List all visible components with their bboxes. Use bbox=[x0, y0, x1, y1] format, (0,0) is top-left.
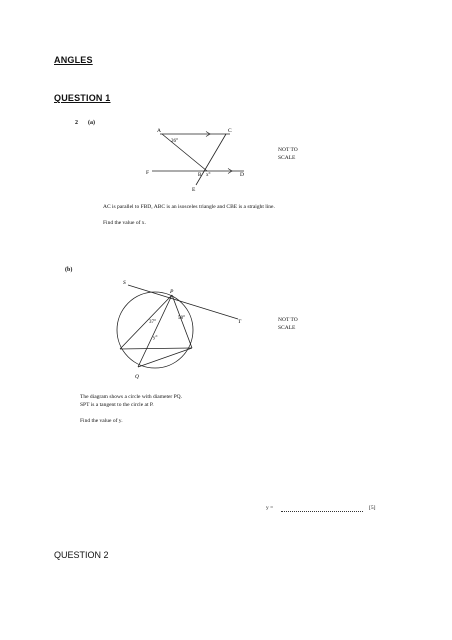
angle-58: 58° bbox=[178, 316, 185, 321]
label-t: T bbox=[238, 319, 242, 325]
question-2-heading: QUESTION 2 bbox=[54, 550, 109, 560]
circle bbox=[117, 292, 193, 368]
tangent-spt bbox=[128, 285, 238, 319]
not-to-scale-b-line2: SCALE bbox=[278, 325, 296, 331]
part-b-instruction: Find the value of y. bbox=[80, 418, 123, 424]
angle-y: y° bbox=[153, 336, 158, 341]
part-b-statement-1: The diagram shows a circle with diameter PQ. bbox=[80, 394, 183, 400]
angle-37: 37° bbox=[149, 320, 156, 325]
part-b-statement-2: SPT is a tangent to the circle at P. bbox=[80, 402, 154, 408]
label-b: B bbox=[198, 173, 202, 178]
label-s: S bbox=[123, 280, 126, 286]
label-q: Q bbox=[135, 374, 139, 380]
question-1-heading: QUESTION 1 bbox=[54, 93, 111, 103]
part-b-label: (b) bbox=[65, 267, 73, 273]
chord-4 bbox=[138, 348, 192, 367]
label-f: F bbox=[146, 170, 150, 176]
label-c: C bbox=[228, 128, 232, 134]
not-to-scale-a-line1: NOT TO bbox=[278, 147, 298, 153]
answer-prefix: y = bbox=[266, 505, 274, 511]
not-to-scale-b-line1: NOT TO bbox=[278, 317, 298, 323]
angle-x: x° bbox=[206, 173, 211, 178]
not-to-scale-a-line2: SCALE bbox=[278, 155, 296, 161]
label-d: D bbox=[240, 172, 244, 178]
diameter-pq bbox=[138, 295, 172, 367]
circle-tangent-diagram bbox=[108, 275, 258, 387]
part-a-instruction: Find the value of x. bbox=[103, 220, 146, 226]
chord-3 bbox=[120, 348, 192, 349]
parallel-lines-diagram bbox=[140, 125, 260, 195]
part-a-label: (a) bbox=[88, 120, 95, 126]
part-a-statement: AC is parallel to FBD, ABC is an isosceles triangle and CBE is a straight line. bbox=[103, 204, 275, 210]
page-title: ANGLES bbox=[54, 55, 93, 65]
marks: [5] bbox=[369, 505, 376, 511]
label-p: P bbox=[170, 289, 174, 295]
answer-line[interactable] bbox=[281, 511, 363, 512]
question-number: 2 bbox=[75, 120, 78, 126]
label-e: E bbox=[192, 187, 196, 193]
label-a: A bbox=[157, 128, 161, 134]
angle-26: 26° bbox=[171, 139, 178, 144]
line-ab bbox=[162, 134, 207, 171]
